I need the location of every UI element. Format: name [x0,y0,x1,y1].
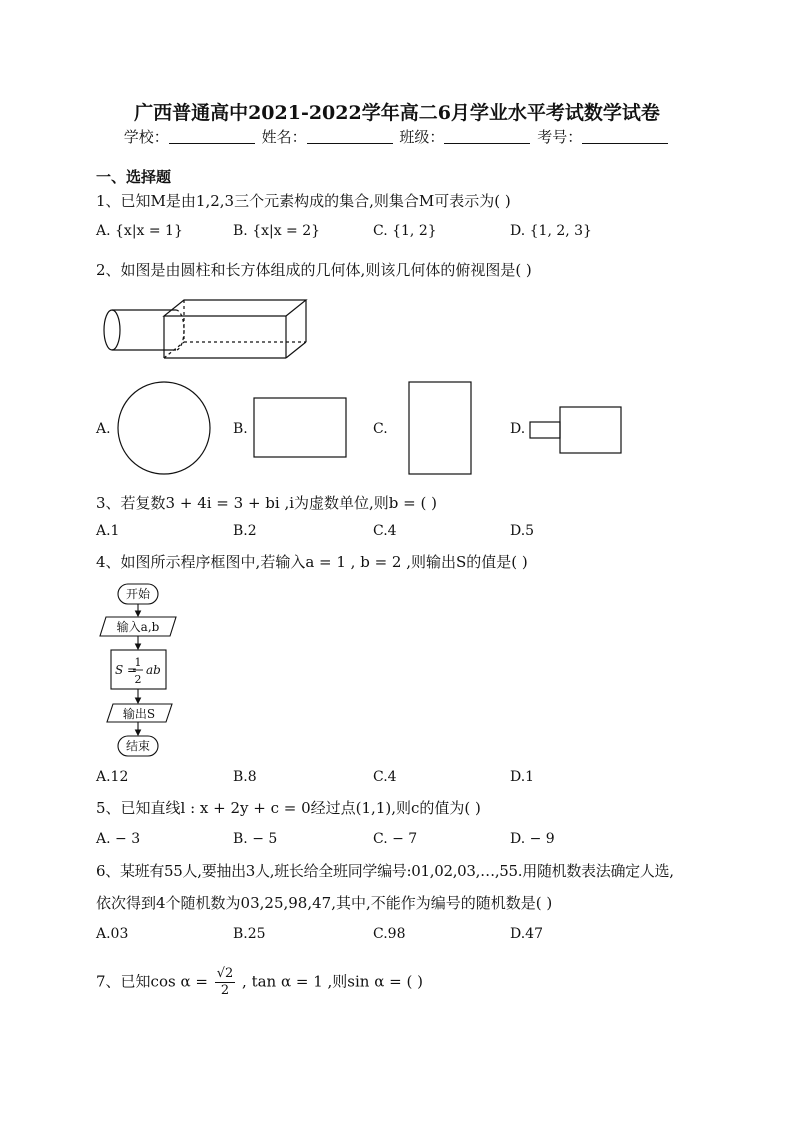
question-7-stem [96,966,423,999]
q4-option-b: B.8 [233,769,257,785]
cuboid-shape [164,300,306,358]
q4-option-c: C.4 [373,769,397,785]
q5-option-b: B. − 5 [233,831,278,847]
q2-option-a-circle [112,380,214,476]
q3-option-d: D.5 [510,523,535,539]
q6-option-c: C.98 [373,926,406,942]
class-blank[interactable] [444,129,530,144]
q6-option-d: D.47 [510,926,543,942]
q7-fraction-denominator: 2 [220,983,230,998]
number-blank[interactable] [582,129,668,144]
question-6-stem-line2: 依次得到4个随机数为03,25,98,47,其中,不能作为编号的随机数是( ) [96,894,553,912]
q6-option-a: A.03 [96,926,129,942]
flow-input-text: 输入a,b [116,620,160,634]
exam-title: 广西普通高中2021-2022学年高二6月学业水平考试数学试卷 [134,102,660,124]
flow-process-right: ab [146,663,161,677]
q5-option-a: A. − 3 [96,831,141,847]
question-5-stem: 5、已知直线l : x + 2y + c = 0经过点(1,1),则c的值为( ) [96,799,481,817]
q1-option-d: D. {1, 2, 3} [510,223,592,239]
q2-option-b-label: B. [233,421,248,437]
flow-process-left: S = [115,663,138,677]
q2-option-b-rectangle [252,396,350,460]
flow-output-text: 输出S [122,707,156,721]
q2-geometry-figure [96,292,316,362]
q2-option-d-label: D. [510,421,526,437]
number-label: 考号： [537,128,583,146]
q1-option-a: A. {x|x = 1} [96,223,183,239]
section-heading: 一、选择题 [96,168,172,186]
q4-option-a: A.12 [96,769,129,785]
class-label: 班级： [399,128,445,146]
q7-stem-post: , tan α = 1 ,则sin α = ( ) [242,972,423,991]
q3-option-c: C.4 [373,523,397,539]
q3-option-a: A.1 [96,523,120,539]
student-info-line [0,126,794,147]
question-6-stem-line1: 6、某班有55人,要抽出3人,班长给全班同学编号:01,02,03,…,55.用随机数表法确定人选, [96,862,674,880]
question-4-stem: 4、如图所示程序框图中,若输入a = 1 , b = 2 ,则输出S的值是( ) [96,553,528,571]
q1-option-c: C. {1, 2} [373,223,437,239]
name-blank[interactable] [307,129,393,144]
q4-option-d: D.1 [510,769,535,785]
flow-process-numerator: 1 [134,656,142,669]
q2-option-c-rectangle [407,380,475,476]
q7-fraction [215,966,236,999]
q2-option-a-label: A. [96,421,111,437]
question-3-stem: 3、若复数3 + 4i = 3 + bi ,i为虚数单位,则b = ( ) [96,494,437,512]
school-label: 学校： [123,128,169,146]
q2-option-d-shape [526,404,626,456]
question-1-stem: 1、已知M是由1,2,3三个元素构成的集合,则集合M可表示为( ) [96,192,511,210]
flow-start-text: 开始 [125,587,151,601]
q7-fraction-numerator: √2 [216,966,234,981]
name-label: 姓名： [261,128,307,146]
q3-option-b: B.2 [233,523,257,539]
q7-stem-pre: 7、已知cos α = [96,972,208,991]
flow-end-text: 结束 [125,739,151,753]
q6-option-b: B.25 [233,926,266,942]
q1-option-b: B. {x|x = 2} [233,223,321,239]
question-2-stem: 2、如图是由圆柱和长方体组成的几何体,则该几何体的俯视图是( ) [96,261,532,279]
flow-process-denominator: 2 [134,673,142,686]
q5-option-d: D. − 9 [510,831,555,847]
school-blank[interactable] [169,129,255,144]
q4-flowchart [96,580,196,762]
q2-option-c-label: C. [373,421,388,437]
q5-option-c: C. − 7 [373,831,418,847]
